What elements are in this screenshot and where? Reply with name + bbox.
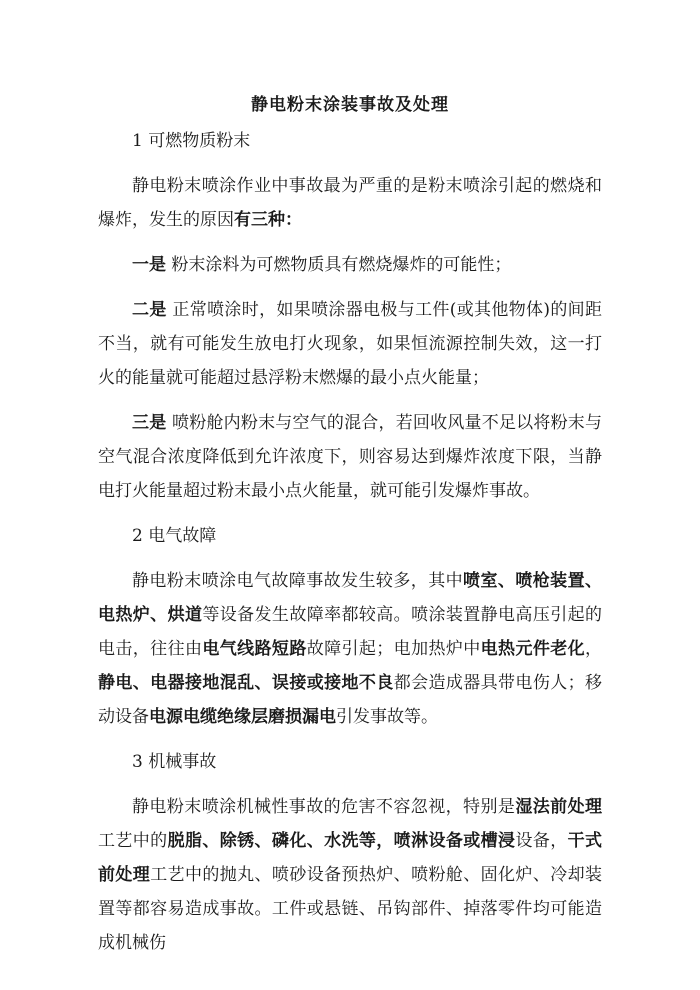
- bold-run: ：: [285, 210, 302, 230]
- text-run: 粉末涂料为可燃物质具有燃烧爆炸的可能性；: [166, 255, 512, 275]
- text-run: 静电粉末喷涂电气故障事故发生较多，其中: [132, 571, 464, 591]
- text-run: 静电粉末喷涂机械性事故的危害不容忽视，特别是: [132, 797, 516, 817]
- bold-run: 电气线路短路: [202, 639, 307, 659]
- section-1-intro: [98, 169, 602, 237]
- text-run: 等设备发生故障率都较高。喷涂装置静电高压引起的电击，往往由: [98, 605, 603, 659]
- reason-label: 二是: [132, 300, 167, 320]
- text-run: 故障引起；电加热炉中: [306, 639, 481, 659]
- text-run: 设备，: [515, 831, 568, 851]
- text-run: 正常喷涂时，如果喷涂器电极与工件(或其他物体)的间距不当，就有可能发生放电打火现象，如果恒流源控制失效，这一打火的能量就可能超过悬浮粉末燃爆的最小点火能量；: [98, 300, 603, 388]
- document-body: [98, 124, 602, 971]
- bold-run: 脱脂、除锈、磷化、水洗等，喷淋设备或槽浸: [167, 831, 516, 851]
- bold-run: 湿法前处理: [515, 797, 603, 817]
- reason-two: [98, 293, 602, 395]
- section-3-heading: 3 机械事故: [132, 752, 217, 772]
- section-2-heading: 2 电气故障: [132, 526, 217, 546]
- reason-label: 一是: [132, 255, 166, 275]
- section-2-paragraph: [98, 564, 602, 734]
- bold-run: 静电、电器接地混乱、误接或接地不良: [98, 673, 394, 693]
- text-run: 工艺中的: [98, 831, 168, 851]
- bold-run: 电热元件老化: [480, 639, 586, 659]
- text-run: 静电粉末喷涂作业中事故最为严重的是粉末喷涂引起的燃烧和爆炸，发生的原因: [98, 176, 602, 230]
- text-run: ，: [585, 639, 603, 659]
- document-title: 静电粉末涂装事故及处理: [251, 95, 449, 115]
- text-run: 喷粉舱内粉末与空气的混合，若回收风量不足以将粉末与空气混合浓度降低到允许浓度下，则容易达到爆炸浓度下限，当静电打火能量超过粉末最小点火能量，就可能引发爆炸事故。: [98, 413, 603, 501]
- section-3-paragraph: [98, 790, 602, 960]
- bold-run: 有三种: [234, 210, 285, 230]
- bold-run: 喷室、喷枪装置、电热炉、烘道: [98, 571, 603, 625]
- reason-one: [98, 248, 602, 282]
- bold-run: 干式前处理: [98, 831, 603, 885]
- section-1-heading: 1 可燃物质粉末: [132, 131, 251, 151]
- reason-label: 三是: [132, 413, 167, 433]
- text-run: 工艺中的抛丸、喷砂设备预热炉、喷粉舱、固化炉、冷却装置等都容易造成事故。工件或悬链、吊钩部件、掉落零件均可能造成机械伤: [98, 865, 603, 953]
- text-run: 都会造成器具带电伤人；移动设备: [98, 673, 603, 727]
- text-run: 引发事故等。: [336, 707, 438, 727]
- reason-three: [98, 406, 602, 508]
- bold-run: 电源电缆绝缘层磨损漏电: [149, 707, 336, 727]
